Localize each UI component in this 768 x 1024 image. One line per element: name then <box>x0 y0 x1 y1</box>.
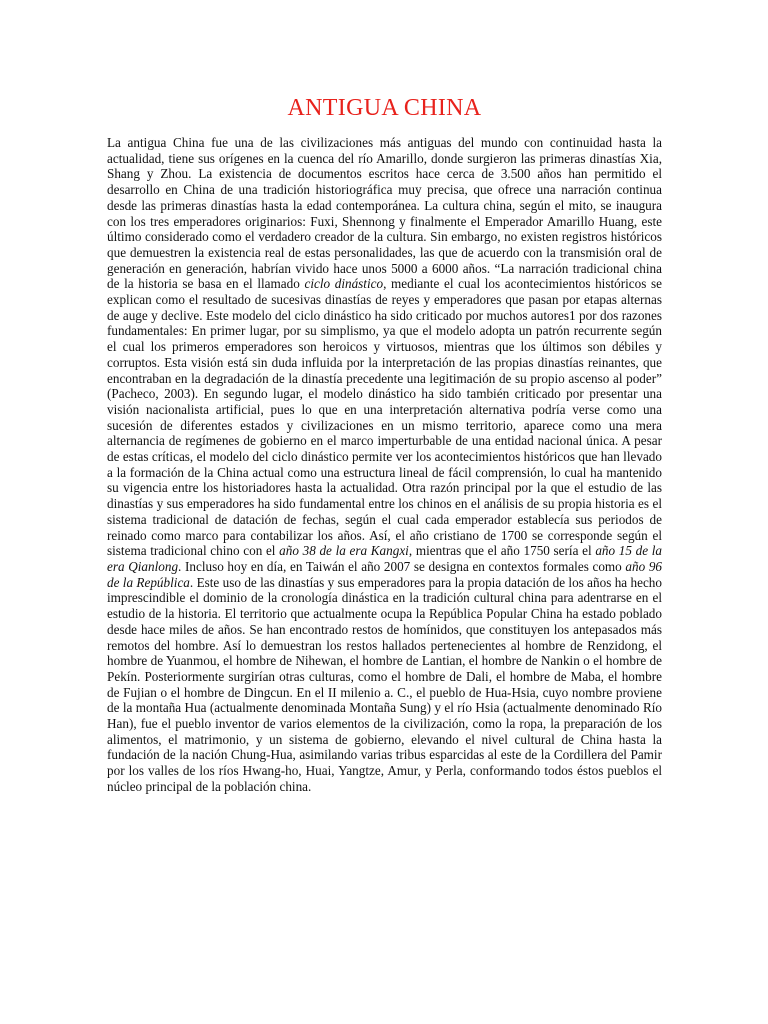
italic-term: año 96 de la República <box>107 558 663 590</box>
italic-term: ciclo dinástico <box>304 276 384 292</box>
body-paragraph <box>107 135 662 795</box>
paragraph-segment: La antigua China fue una de las civilizaciones más antiguas del mundo con continuidad hasta la actualidad, tiene sus orígenes en la cuenca del río Amarillo, donde surgieron las primeras dinastías Xia, Shang y Zhou. La existencia de documentos escritos hace cerca de 3.500 años han permitido el desarrollo en China de una tradición historiográfica muy precisa, que ofrece una narración continua desde las primeras dinastías hasta la edad contemporánea. La cultura china, según el mito, se inaugura con los tres emperadores originarios: Fuxi, Shennong y finalmente el Emperador Amarillo Huang, este último considerado como el verdadero creador de la cultura. Sin embargo, no existen registros históricos que demuestren la existencia real de estas personalidades, las que de acuerdo con la transmisión oral de generación en generación, habrían vivido hace unos 5000 a 6000 años. “La narración tradicional china de la historia se basa en el llamado <box>107 135 662 292</box>
paragraph-segment: . Incluso hoy en día, en Taiwán el año 2007 se designa en contextos formales como <box>178 558 626 574</box>
paragraph-segment: , mediante el cual los acontecimientos históricos se explican como el resultado de sucesivas dinastías de reyes y emperadores que pasan por etapas alternas de auge y declive. Este modelo del ciclo dinástico ha sido criticado por muchos autores1 por dos razones fundamentales: En primer lugar, por su simplismo, ya que el modelo adopta un patrón recurrente según el cual los primeros emperadores son heroicos y virtuosos, mientras que los últimos son débiles y corruptos. Esta visión está sin duda influida por la interpretación de las propias dinastías reinantes, que encontraban en la degradación de la dinastía precedente una legitimación de su propio ascenso al poder” (Pacheco, 2003). En segundo lugar, el modelo dinástico ha sido también criticado por presentar una visión nacionalista artificial, pues lo que en una interpretación alternativa podría verse como una sucesión de diferentes estados y civilizaciones en un mismo territorio, aparece como una mera alternancia de regímenes de gobierno en el marco imperturbable de una entidad nacional única. A pesar de estas críticas, el modelo del ciclo dinástico permite ver los acontecimientos históricos que han llevado a la formación de la China actual como una estructura lineal de fácil comprensión, lo cual ha mantenido su vigencia entre los historiadores hasta la actualidad. Otra razón principal por la que el estudio de las dinastías y sus emperadores ha sido fundamental entre los chinos en el análisis de su propia historia es el sistema tradicional de datación de fechas, según el cual cada emperador establecía sus periodos de reinado como marco para contabilizar los años. Así, el año cristiano de 1700 se corresponde según el sistema tradicional chino con el <box>107 276 662 559</box>
document-title: ANTIGUA CHINA <box>287 95 482 121</box>
italic-term: año 15 de la era Qianlong <box>107 543 662 574</box>
paragraph-segment: , mientras que el año 1750 sería el <box>408 543 596 559</box>
paragraph-segment: . Este uso de las dinastías y sus emperadores para la propia datación de los años ha hecho imprescindible el dominio de la cronología dinástica en la tradición cultural china para adentrarse en el estudio de la historia. El territorio que actualmente ocupa la República Popular China ha estado poblado desde hace miles de años. Se han encontrado restos de homínidos, que constituyen los antepasados más remotos del hombre. Así lo demuestran los restos hallados pertenecientes al hombre de Renzidong, el hombre de Yuanmou, el hombre de Nihewan, el hombre de Lantian, el hombre de Nankin o el hombre de Pekín. Posteriormente surgirían otras culturas, como el hombre de Dali, el hombre de Maba, el hombre de Fujian o el hombre de Dingcun. En el II milenio a. C., el pueblo de Hua-Hsia, cuyo nombre proviene de la montaña Hua (actualmente denominada Montaña Sung) y el río Hsia (actualmente denominado Río Han), fue el pueblo inventor de varios elementos de la civilización, como la ropa, la preparación de los alimentos, el matrimonio, y un sistema de gobierno, elevando el nivel cultural de China hasta la fundación de la nación Chung-Hua, asimilando varias tribus esparcidas al este de la Cordillera del Pamir por los valles de los ríos Hwang-ho, Huai, Yangtze, Amur, y Perla, conformando todos éstos pueblos el núcleo principal de la población china. <box>107 574 662 794</box>
italic-term: año 38 de la era Kangxi <box>279 543 409 559</box>
